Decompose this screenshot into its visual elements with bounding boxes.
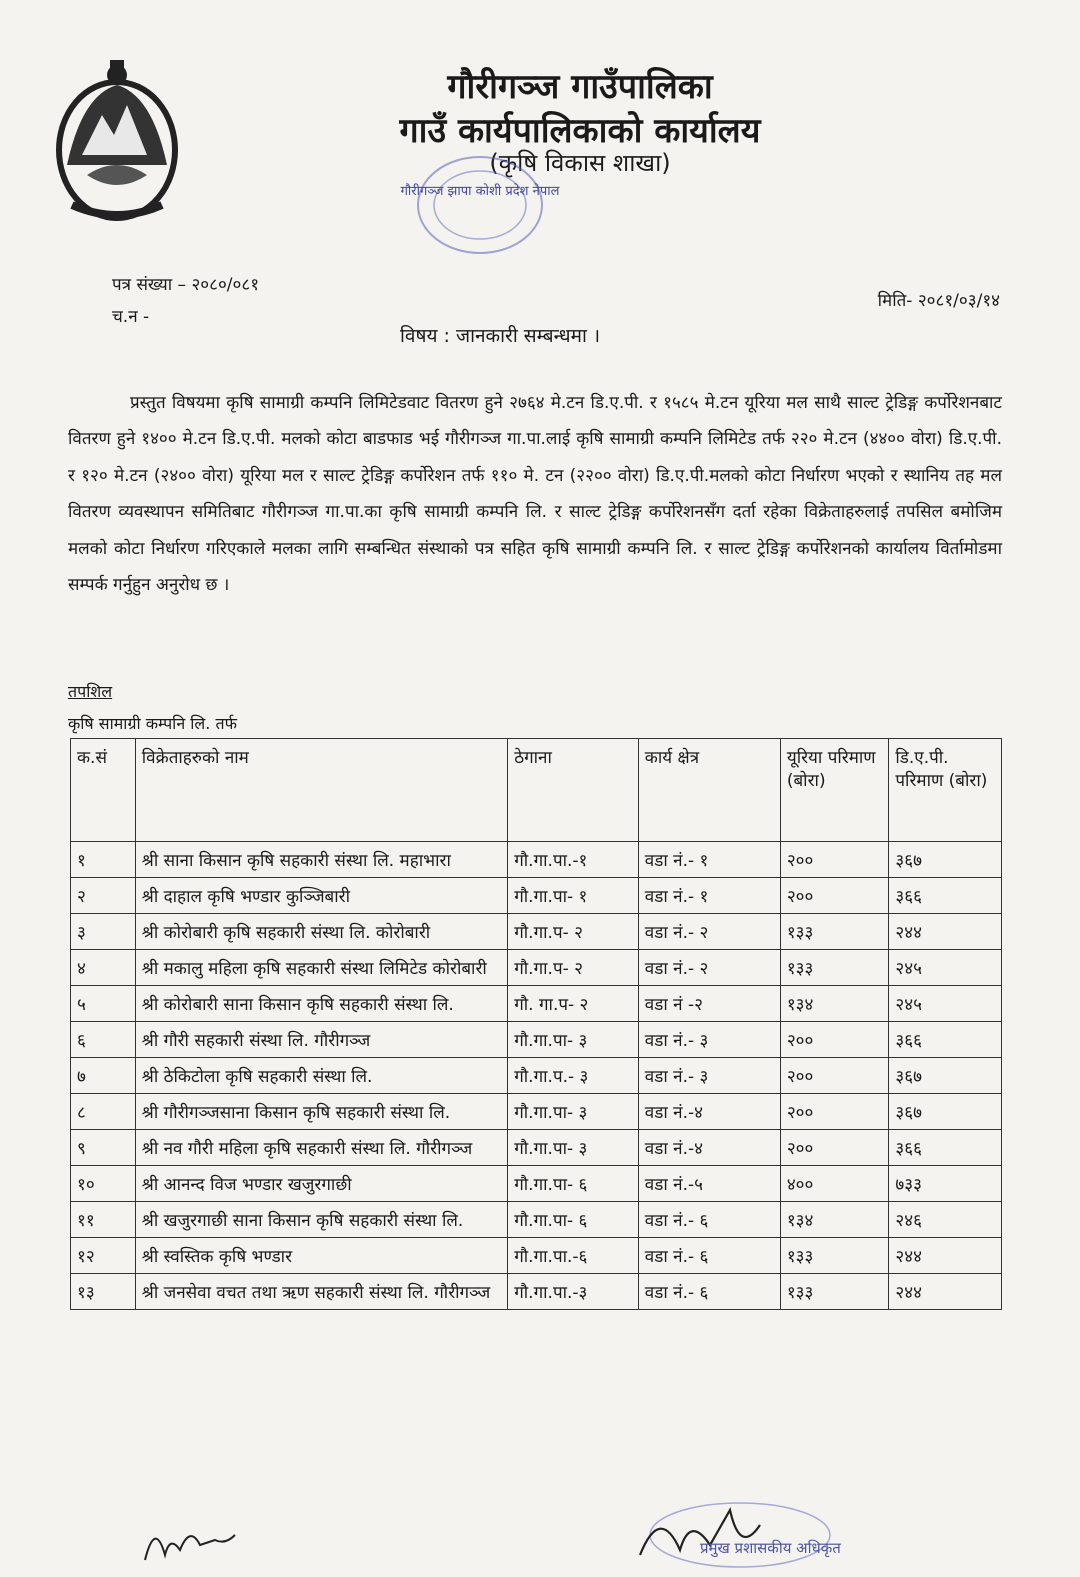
cell-dealer-name: श्री मकालु महिला कृषि सहकारी संस्था लिमिटेड कोरोबारी: [135, 950, 507, 986]
cell-serial: ११: [71, 1202, 136, 1238]
cell-dealer-name: श्री नव गौरी महिला कृषि सहकारी संस्था लि. गौरीगञ्ज: [135, 1130, 507, 1166]
cell-work-area: वडा नं.- २: [638, 950, 780, 986]
letter-subject: विषय : जानकारी सम्बन्धमा ।: [400, 325, 601, 347]
cell-dealer-name: श्री दाहाल कृषि भण्डार कुञ्जिबारी: [135, 878, 507, 914]
table-row: [71, 842, 1002, 878]
cell-address: गौ.गा.पा- ६: [508, 1166, 639, 1202]
cell-urea: २००: [780, 1058, 889, 1094]
cell-urea: २००: [780, 1022, 889, 1058]
table-row: [71, 1166, 1002, 1202]
cell-serial: ३: [71, 914, 136, 950]
cell-dap: २४५: [889, 950, 1002, 986]
table-row: [71, 986, 1002, 1022]
cell-serial: ६: [71, 1022, 136, 1058]
cell-urea: २००: [780, 1094, 889, 1130]
cell-urea: २००: [780, 878, 889, 914]
table-caption: कृषि सामाग्री कम्पनि लि. तर्फ: [68, 714, 237, 733]
letter-date: मिति- २०८१/०३/१४: [877, 291, 1000, 311]
cell-dap: ७३३: [889, 1166, 1002, 1202]
cell-dap: २४५: [889, 986, 1002, 1022]
office-stamp: [380, 150, 580, 270]
cell-dap: ३६६: [889, 878, 1002, 914]
cell-serial: १२: [71, 1238, 136, 1274]
cell-urea: १३३: [780, 914, 889, 950]
cell-address: गौ.गा.पा.-३: [508, 1274, 639, 1310]
office-subtitle: गाउँ कार्यपालिकाको कार्यालय: [399, 111, 761, 151]
header-urea-quantity: यूरिया परिमाण (बोरा): [780, 739, 889, 842]
cell-work-area: वडा नं.-५: [638, 1166, 780, 1202]
table-row: [71, 950, 1002, 986]
cell-dealer-name: श्री खजुरगाछी साना किसान कृषि सहकारी संस्था लि.: [135, 1202, 507, 1238]
tapasil-heading: तपशिल: [68, 682, 113, 701]
letter-body: प्रस्तुत विषयमा कृषि सामाग्री कम्पनि लिमिटेडवाट वितरण हुने २७६४ मे.टन डि.ए.पी. र १५८५ मे.टन यूरिया मल साथै साल्ट ट्रेडिङ्ग कर्पोरेशनबाट वितरण हुने १४०० मे.टन डि.ए.पी. मलको कोटा बाडफाड भई गौरीगञ्ज गा.पा.लाई कृषि सामाग्री कम्पनि लिमिटेड तर्फ २२० मे.टन (४४०० वोरा) डि.ए.पी. र १२० मे.टन (२४०० वोरा) यूरिया मल र साल्ट ट्रेडिङ्ग कर्पोरेशन तर्फ ११० मे. टन (२२०० वोरा) डि.ए.पी.मलको कोटा निर्धारण भएको र स्थानिय तह मल वितरण व्यवस्थापन समितिबाट गौरीगञ्ज गा.पा.का कृषि सामाग्री कम्पनि लि. र साल्ट ट्रेडिङ्ग कर्पोरेशनसँग दर्ता रहेका विक्रेताहरुलाई तपसिल बमोजिम मलको कोटा निर्धारण गरिएकाले मलका लागि सम्बन्धित संस्थाको पत्र सहित कृषि सामाग्री कम्पनि लि. र साल्ट ट्रेडिङ्ग कर्पोरेशनको कार्यालय विर्तामोडमा सम्पर्क गर्नुहुन अनुरोध छ ।: [68, 393, 1002, 596]
reference-number: पत्र संख्या – २०८०/०८१: [112, 275, 260, 295]
office-name: गौरीगञ्ज गाउँपालिका: [447, 67, 713, 107]
cell-urea: २००: [780, 842, 889, 878]
cell-serial: ७: [71, 1058, 136, 1094]
cell-urea: ४००: [780, 1166, 889, 1202]
cell-address: गौ.गा.पा- ३: [508, 1022, 639, 1058]
dispatch-number: च.न -: [112, 307, 150, 327]
cell-work-area: वडा नं.-४: [638, 1130, 780, 1166]
cell-serial: १३: [71, 1274, 136, 1310]
cell-dealer-name: श्री कोरोबारी कृषि सहकारी संस्था लि. कोरोबारी: [135, 914, 507, 950]
cell-work-area: वडा नं.- ६: [638, 1202, 780, 1238]
cell-urea: २००: [780, 1130, 889, 1166]
cell-address: गौ.गा.पा- ६: [508, 1202, 639, 1238]
cell-serial: १: [71, 842, 136, 878]
cell-dap: २४४: [889, 1238, 1002, 1274]
cell-address: गौ.गा.पा- ३: [508, 1130, 639, 1166]
cell-dap: २४४: [889, 1274, 1002, 1310]
table-row: [71, 1022, 1002, 1058]
header-work-area: कार्य क्षेत्र: [638, 739, 780, 842]
cell-dap: ३६६: [889, 1130, 1002, 1166]
cell-dealer-name: श्री आनन्द विज भण्डार खजुरगाछी: [135, 1166, 507, 1202]
cell-urea: १३४: [780, 986, 889, 1022]
cell-address: गौ.गा.प- २: [508, 914, 639, 950]
cell-dap: ३६७: [889, 842, 1002, 878]
cell-dap: ३६६: [889, 1022, 1002, 1058]
header-dap-quantity: डि.ए.पी. परिमाण (बोरा): [889, 739, 1002, 842]
cell-dealer-name: श्री जनसेवा वचत तथा ऋण सहकारी संस्था लि. गौरीगञ्ज: [135, 1274, 507, 1310]
table-header-row: [71, 739, 1002, 842]
cell-urea: १३३: [780, 1274, 889, 1310]
cell-work-area: वडा नं.- ६: [638, 1238, 780, 1274]
stamp-text: गौरीगञ्ज झापा कोशी प्रदेश नेपाल: [400, 184, 560, 199]
header-address: ठेगाना: [508, 739, 639, 842]
cell-serial: ८: [71, 1094, 136, 1130]
table-row: [71, 914, 1002, 950]
cell-serial: २: [71, 878, 136, 914]
cell-urea: १३३: [780, 950, 889, 986]
table-row: [71, 878, 1002, 914]
cell-address: गौ.गा.पा- ३: [508, 1094, 639, 1130]
cell-work-area: वडा नं.- १: [638, 842, 780, 878]
header-serial: क.सं: [71, 739, 136, 842]
cell-dap: ३६७: [889, 1058, 1002, 1094]
cell-dealer-name: श्री गौरीगञ्जसाना किसान कृषि सहकारी संस्था लि.: [135, 1094, 507, 1130]
cell-address: गौ.गा.प- २: [508, 950, 639, 986]
cell-work-area: वडा नं.- ३: [638, 1022, 780, 1058]
dealer-quota-table: [70, 738, 1002, 1310]
cell-address: गौ.गा.प.- ३: [508, 1058, 639, 1094]
table-row: [71, 1094, 1002, 1130]
initials-signature: [135, 1515, 245, 1570]
officer-designation: प्रमुख प्रशासकीय अधिकृत: [700, 1539, 841, 1557]
table-row: [71, 1274, 1002, 1310]
cell-address: गौ.गा.पा.-१: [508, 842, 639, 878]
table-row: [71, 1130, 1002, 1166]
cell-work-area: वडा नं.- ६: [638, 1274, 780, 1310]
cell-serial: ५: [71, 986, 136, 1022]
officer-signature: [600, 1495, 860, 1575]
cell-serial: ९: [71, 1130, 136, 1166]
cell-serial: ४: [71, 950, 136, 986]
cell-work-area: वडा नं.- २: [638, 914, 780, 950]
cell-dap: २४४: [889, 914, 1002, 950]
cell-dap: ३६७: [889, 1094, 1002, 1130]
branch-name: (कृषि विकास शाखा): [489, 149, 671, 177]
table-row: [71, 1058, 1002, 1094]
cell-dap: २४६: [889, 1202, 1002, 1238]
cell-work-area: वडा नं.- १: [638, 878, 780, 914]
cell-dealer-name: श्री स्वस्तिक कृषि भण्डार: [135, 1238, 507, 1274]
cell-dealer-name: श्री ठेकिटोला कृषि सहकारी संस्था लि.: [135, 1058, 507, 1094]
cell-address: गौ. गा.प- २: [508, 986, 639, 1022]
cell-dealer-name: श्री कोरोबारी साना किसान कृषि सहकारी संस्था लि.: [135, 986, 507, 1022]
cell-urea: १३४: [780, 1202, 889, 1238]
cell-work-area: वडा नं -२: [638, 986, 780, 1022]
cell-serial: १०: [71, 1166, 136, 1202]
table-row: [71, 1202, 1002, 1238]
header-dealer-name: विक्रेताहरुको नाम: [135, 739, 507, 842]
cell-address: गौ.गा.पा.-६: [508, 1238, 639, 1274]
cell-work-area: वडा नं.-४: [638, 1094, 780, 1130]
cell-work-area: वडा नं.- ३: [638, 1058, 780, 1094]
cell-urea: १३३: [780, 1238, 889, 1274]
cell-dealer-name: श्री गौरी सहकारी संस्था लि. गौरीगञ्ज: [135, 1022, 507, 1058]
cell-address: गौ.गा.पा- १: [508, 878, 639, 914]
cell-dealer-name: श्री साना किसान कृषि सहकारी संस्था लि. महाभारा: [135, 842, 507, 878]
table-row: [71, 1238, 1002, 1274]
